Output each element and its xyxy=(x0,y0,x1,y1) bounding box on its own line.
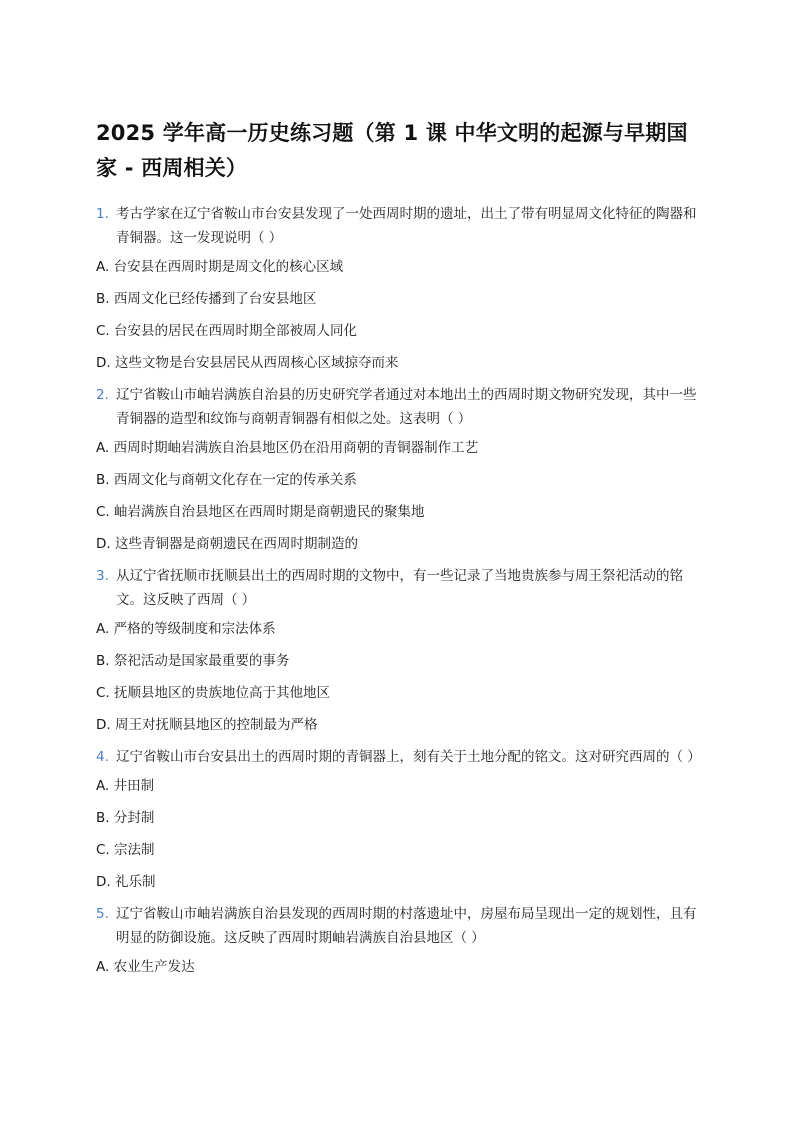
question-number: 3. xyxy=(96,568,109,584)
question-number: 4. xyxy=(96,749,109,765)
question-text: 考古学家在辽宁省鞍山市台安县发现了一处西周时期的遗址，出土了带有明显周文化特征的陶器和青铜器。这一发现说明（ ） xyxy=(116,206,697,246)
question-4-option-d: D. 礼乐制 xyxy=(96,874,156,890)
question-number: 5. xyxy=(96,906,109,922)
question-4-option-b: B. 分封制 xyxy=(96,810,155,826)
question-4-option-a: A. 井田制 xyxy=(96,778,155,794)
question-list xyxy=(96,202,706,987)
question-3-option-c: C. 抚顺县地区的贵族地位高于其他地区 xyxy=(96,685,331,701)
question-text: 辽宁省鞍山市台安县出土的西周时期的青铜器上，刻有关于土地分配的铭文。这对研究西周的（ ） xyxy=(116,749,701,765)
question-2-option-d: D. 这些青铜器是商朝遗民在西周时期制造的 xyxy=(96,536,358,552)
question-text: 辽宁省鞍山市岫岩满族自治县发现的西周时期的村落遗址中，房屋布局呈现出一定的规划性，且有明显的防御设施。这反映了西周时期岫岩满族自治县地区（ ） xyxy=(116,906,697,946)
question-4-stem xyxy=(96,745,706,769)
question-3-stem xyxy=(96,564,706,612)
question-3-option-d: D. 周王对抚顺县地区的控制最为严格 xyxy=(96,717,318,733)
question-1-option-b: B. 西周文化已经传播到了台安县地区 xyxy=(96,291,317,307)
question-number: 2. xyxy=(96,387,109,403)
document-title: 2025 学年高一历史练习题（第 1 课 中华文明的起源与早期国家 - 西周相关） xyxy=(96,121,688,180)
question-number: 1. xyxy=(96,206,109,222)
question-1-stem xyxy=(96,202,706,250)
question-5-stem xyxy=(96,902,706,950)
question-5-option-a: A. 农业生产发达 xyxy=(96,959,195,975)
question-2-option-b: B. 西周文化与商朝文化存在一定的传承关系 xyxy=(96,472,357,488)
question-2-stem xyxy=(96,383,706,431)
question-4-option-c: C. 宗法制 xyxy=(96,842,155,858)
question-2-option-a: A. 西周时期岫岩满族自治县地区仍在沿用商朝的青铜器制作工艺 xyxy=(96,440,479,456)
question-text: 从辽宁省抚顺市抚顺县出土的西周时期的文物中，有一些记录了当地贵族参与周王祭祀活动的铭文。这反映了西周（ ） xyxy=(116,568,683,608)
question-1-option-c: C. 台安县的居民在西周时期全部被周人同化 xyxy=(96,323,358,339)
question-1-option-a: A. 台安县在西周时期是周文化的核心区域 xyxy=(96,259,344,275)
question-3-option-b: B. 祭祀活动是国家最重要的事务 xyxy=(96,653,290,669)
question-text: 辽宁省鞍山市岫岩满族自治县的历史研究学者通过对本地出土的西周时期文物研究发现，其中一些青铜器的造型和纹饰与商朝青铜器有相似之处。这表明（ ） xyxy=(116,387,697,427)
question-3-option-a: A. 严格的等级制度和宗法体系 xyxy=(96,621,276,637)
question-2-option-c: C. 岫岩满族自治县地区在西周时期是商朝遗民的聚集地 xyxy=(96,504,425,520)
question-1-option-d: D. 这些文物是台安县居民从西周核心区域掠夺而来 xyxy=(96,355,399,371)
